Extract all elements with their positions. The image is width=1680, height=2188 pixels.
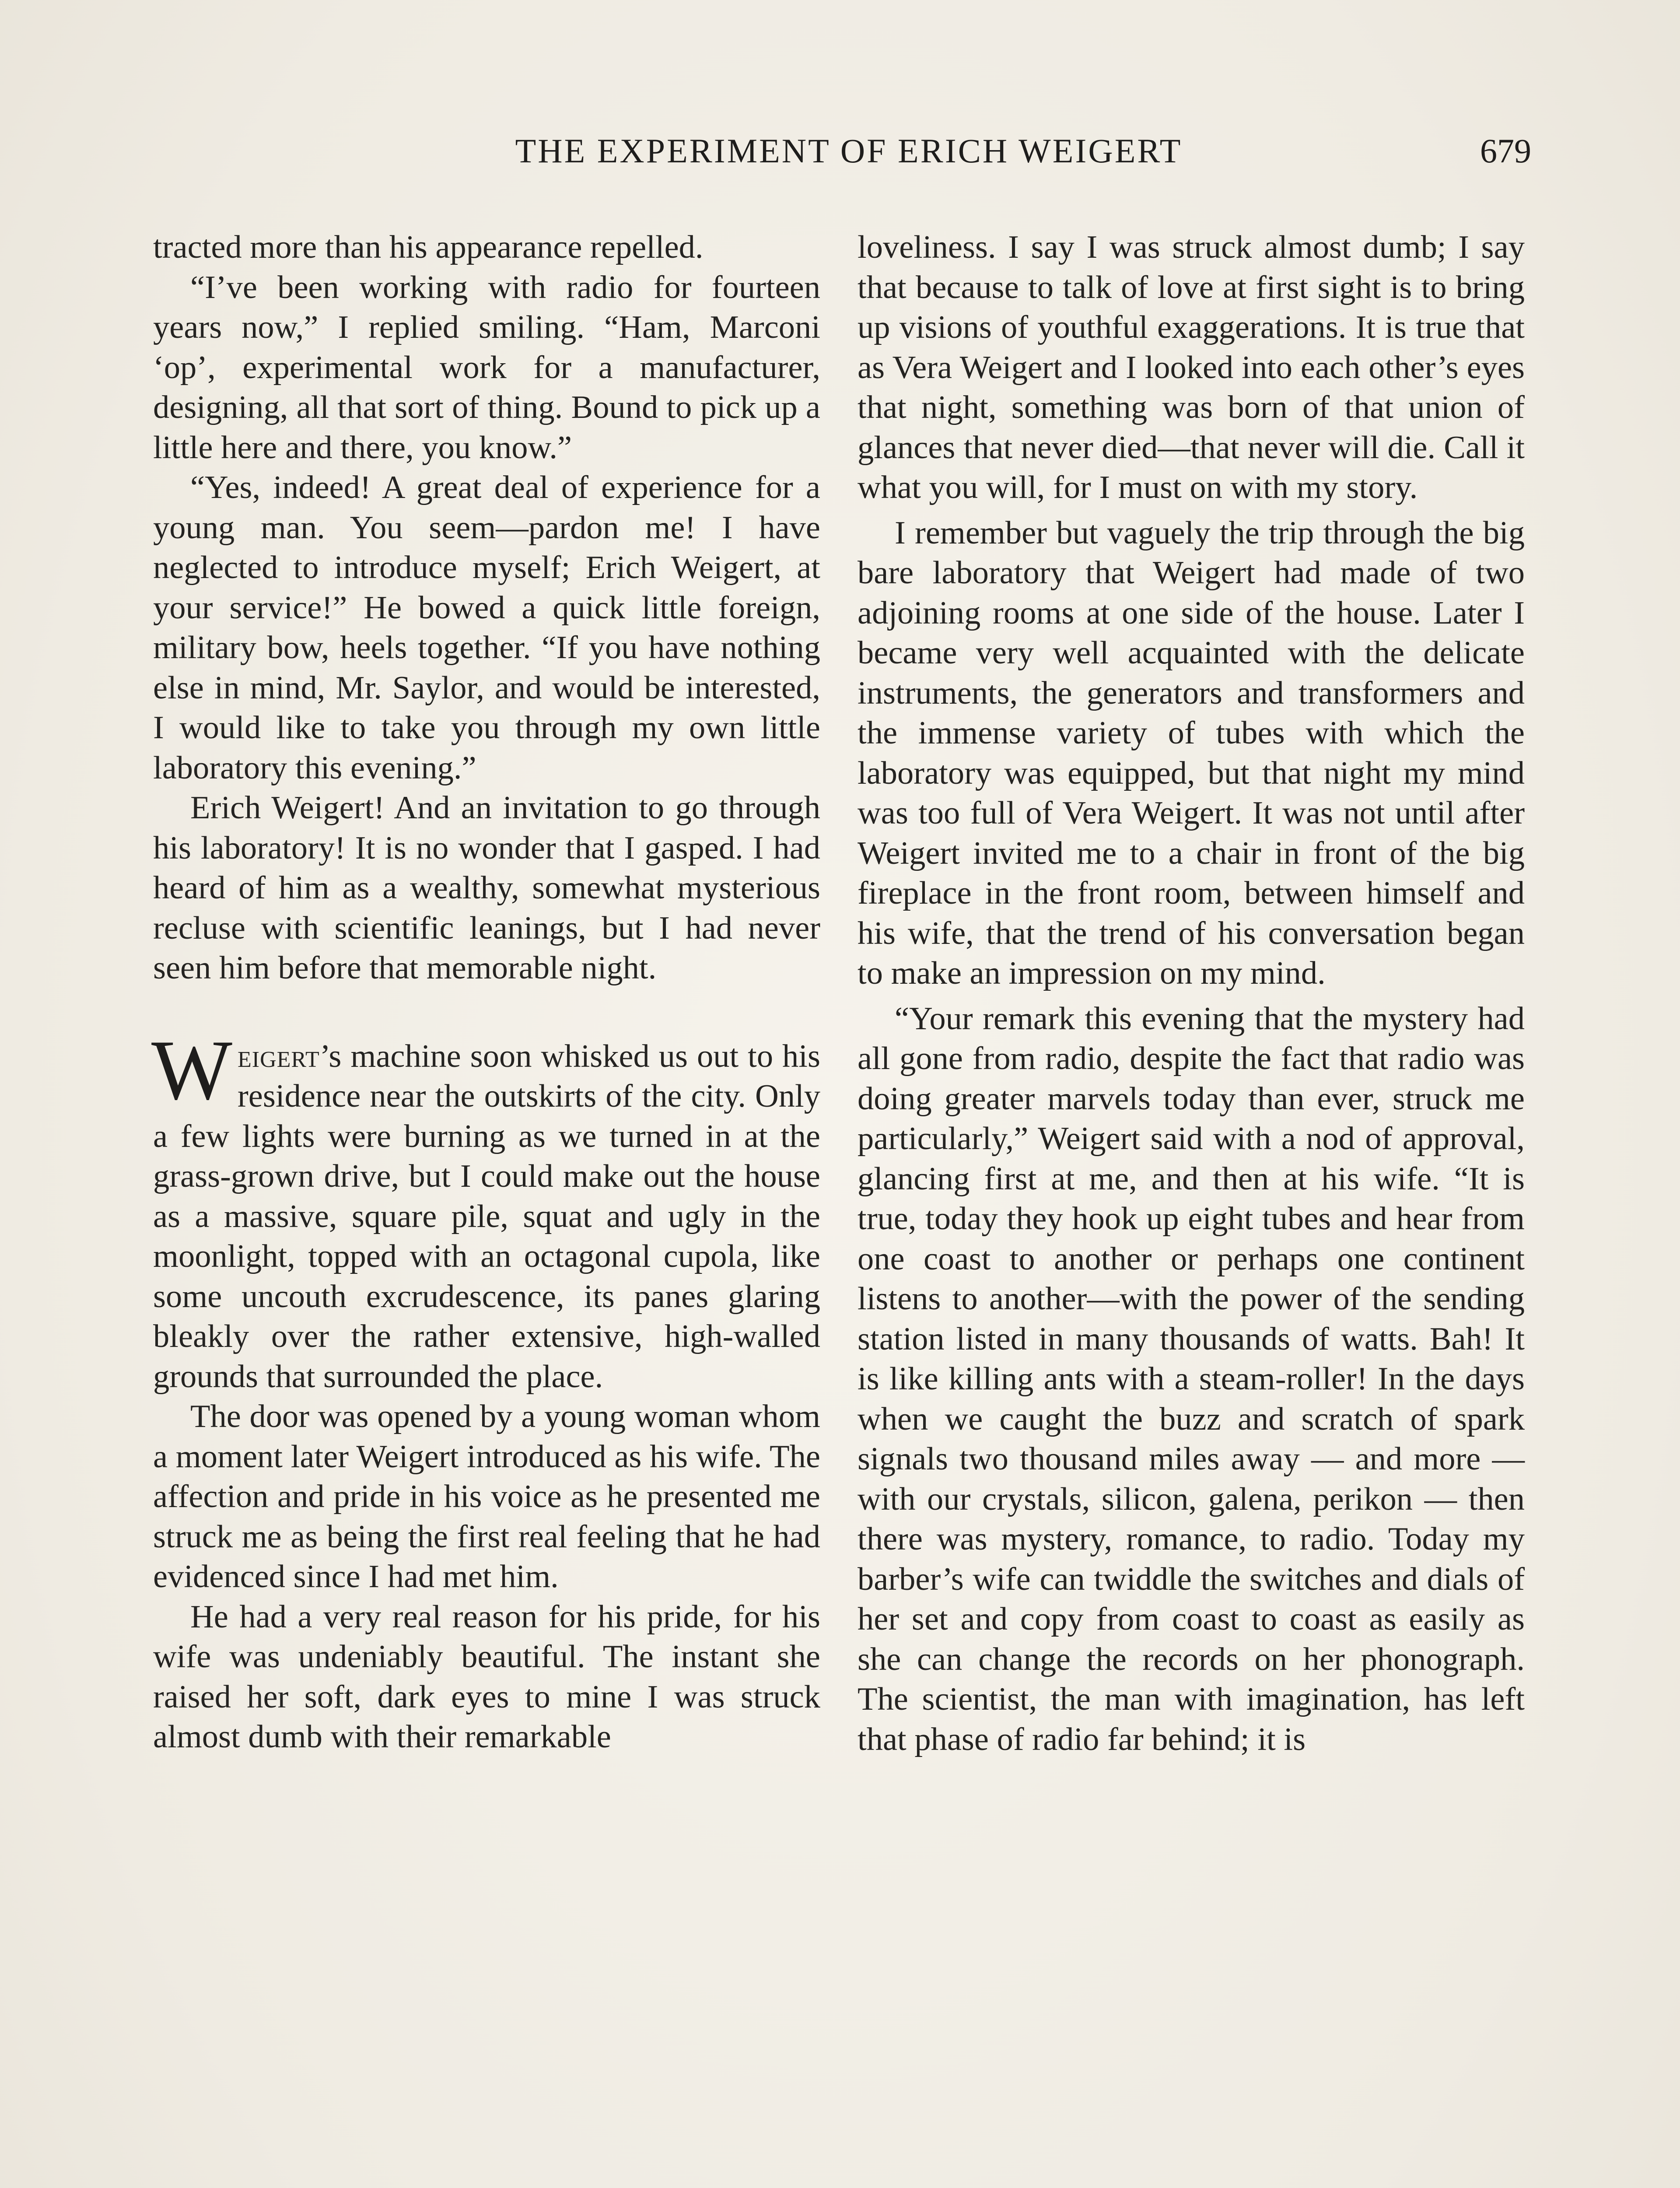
paragraph: Erich Weigert! And an invitation to go through his laboratory! It is no wonder that I gasped. I had heard of him as a wealthy, somewhat mysterious recluse with scientific leanings, but I had never seen him before that memorable night.	[153, 790, 820, 986]
page-number: 679	[1480, 132, 1531, 170]
paragraph: “Yes, indeed! A great deal of experience for a young man. You seem—pardon me! I have neglected to introduce myself; Erich Weigert, at your service!” He bowed a quick little foreign, military bow, heels together. “If you have nothing else in mind, Mr. Saylor, and would be interested, I would like to take you through my own little laboratory this evening.”	[153, 470, 820, 786]
small-caps-lead: eigert	[238, 1038, 320, 1074]
paragraph: tracted more than his appearance repelled.	[153, 229, 704, 265]
paragraph: loveliness. I say I was struck almost dumb; I say that because to talk of love at first sight is to bring up visions of youthful exaggerations. It is true that as Vera Weigert and I looked into each other’s eyes that night, something was born of that union of glances that never died—that never will die. Call it what you will, for I must on with my story.	[858, 229, 1525, 505]
paragraph: The door was opened by a young woman whom a moment later Weigert introduced as his wife. The affection and pride in his voice as he presented me struck me as being the first real feeling that he had evidenced since I had met him.	[153, 1399, 820, 1595]
paragraph: “I’ve been working with radio for fourteen years now,” I replied smiling. “Ham, Marconi ‘op’, experimental work for a manufacturer, designing, all that sort of thing. Bound to pick up a little here and there, you know.”	[153, 269, 820, 466]
paragraph-text: ’s machine soon whisked us out to his residence near the outskirts of the city. Only a few lights were burning as we turned in at the grass-grown drive, but I could make out the house as a massive, square pile, squat and ugly in the moonlight, topped with an octagonal cupola, like some uncouth excrudescence, its panes glaring bleakly over the rather extensive, high-walled grounds that surrounded the place.	[153, 1038, 820, 1395]
running-title: THE EXPERIMENT OF ERICH WEIGERT	[515, 132, 1183, 170]
paragraph: He had a very real reason for his pride, for his wife was undeniably beautiful. The instant she raised her soft, dark eyes to mine I was struck almost dumb with their remarkable	[153, 1599, 820, 1755]
left-text-column	[153, 228, 820, 1757]
section-opening-paragraph	[151, 1022, 820, 1397]
paragraph: “Your remark this evening that the mystery had all gone from radio, despite the fact that radio was doing greater marvels today than ever, struck me particularly,” Weigert said with a nod of approval, glancing first at me, and then at his wife. “It is true, today they hook up eight tubes and hear from one coast to another or perhaps one continent listens to another—with the power of the sending station listed in many thousands of watts. Bah! It is like killing ants with a steam-roller! In the days when we caught the buzz and scratch of spark signals two thousand miles away — and more — with our crystals, silicon, galena, perikon — then there was mystery, romance, to radio. Today my barber’s wife can twiddle the switches and dials of her set and copy from coast to coast as easily as she can change the records on her phonograph. The scientist, the man with imagination, has left that phase of radio far behind; it is	[858, 1000, 1525, 1757]
paragraph: I remember but vaguely the trip through the big bare laboratory that Weigert had made of two adjoining rooms at one side of the house. Later I became very well acquainted with the delicate instruments, the generators and transformers and the immense variety of tubes with which the laboratory was equipped, but that night my mind was too full of Vera Weigert. It was not until after Weigert invited me to a chair in front of the big fireplace in the front room, between himself and his wife, that the trend of his conversation began to make an impression on my mind.	[858, 515, 1525, 991]
drop-cap-initial: W	[151, 1022, 232, 1118]
right-text-column	[858, 228, 1525, 1760]
